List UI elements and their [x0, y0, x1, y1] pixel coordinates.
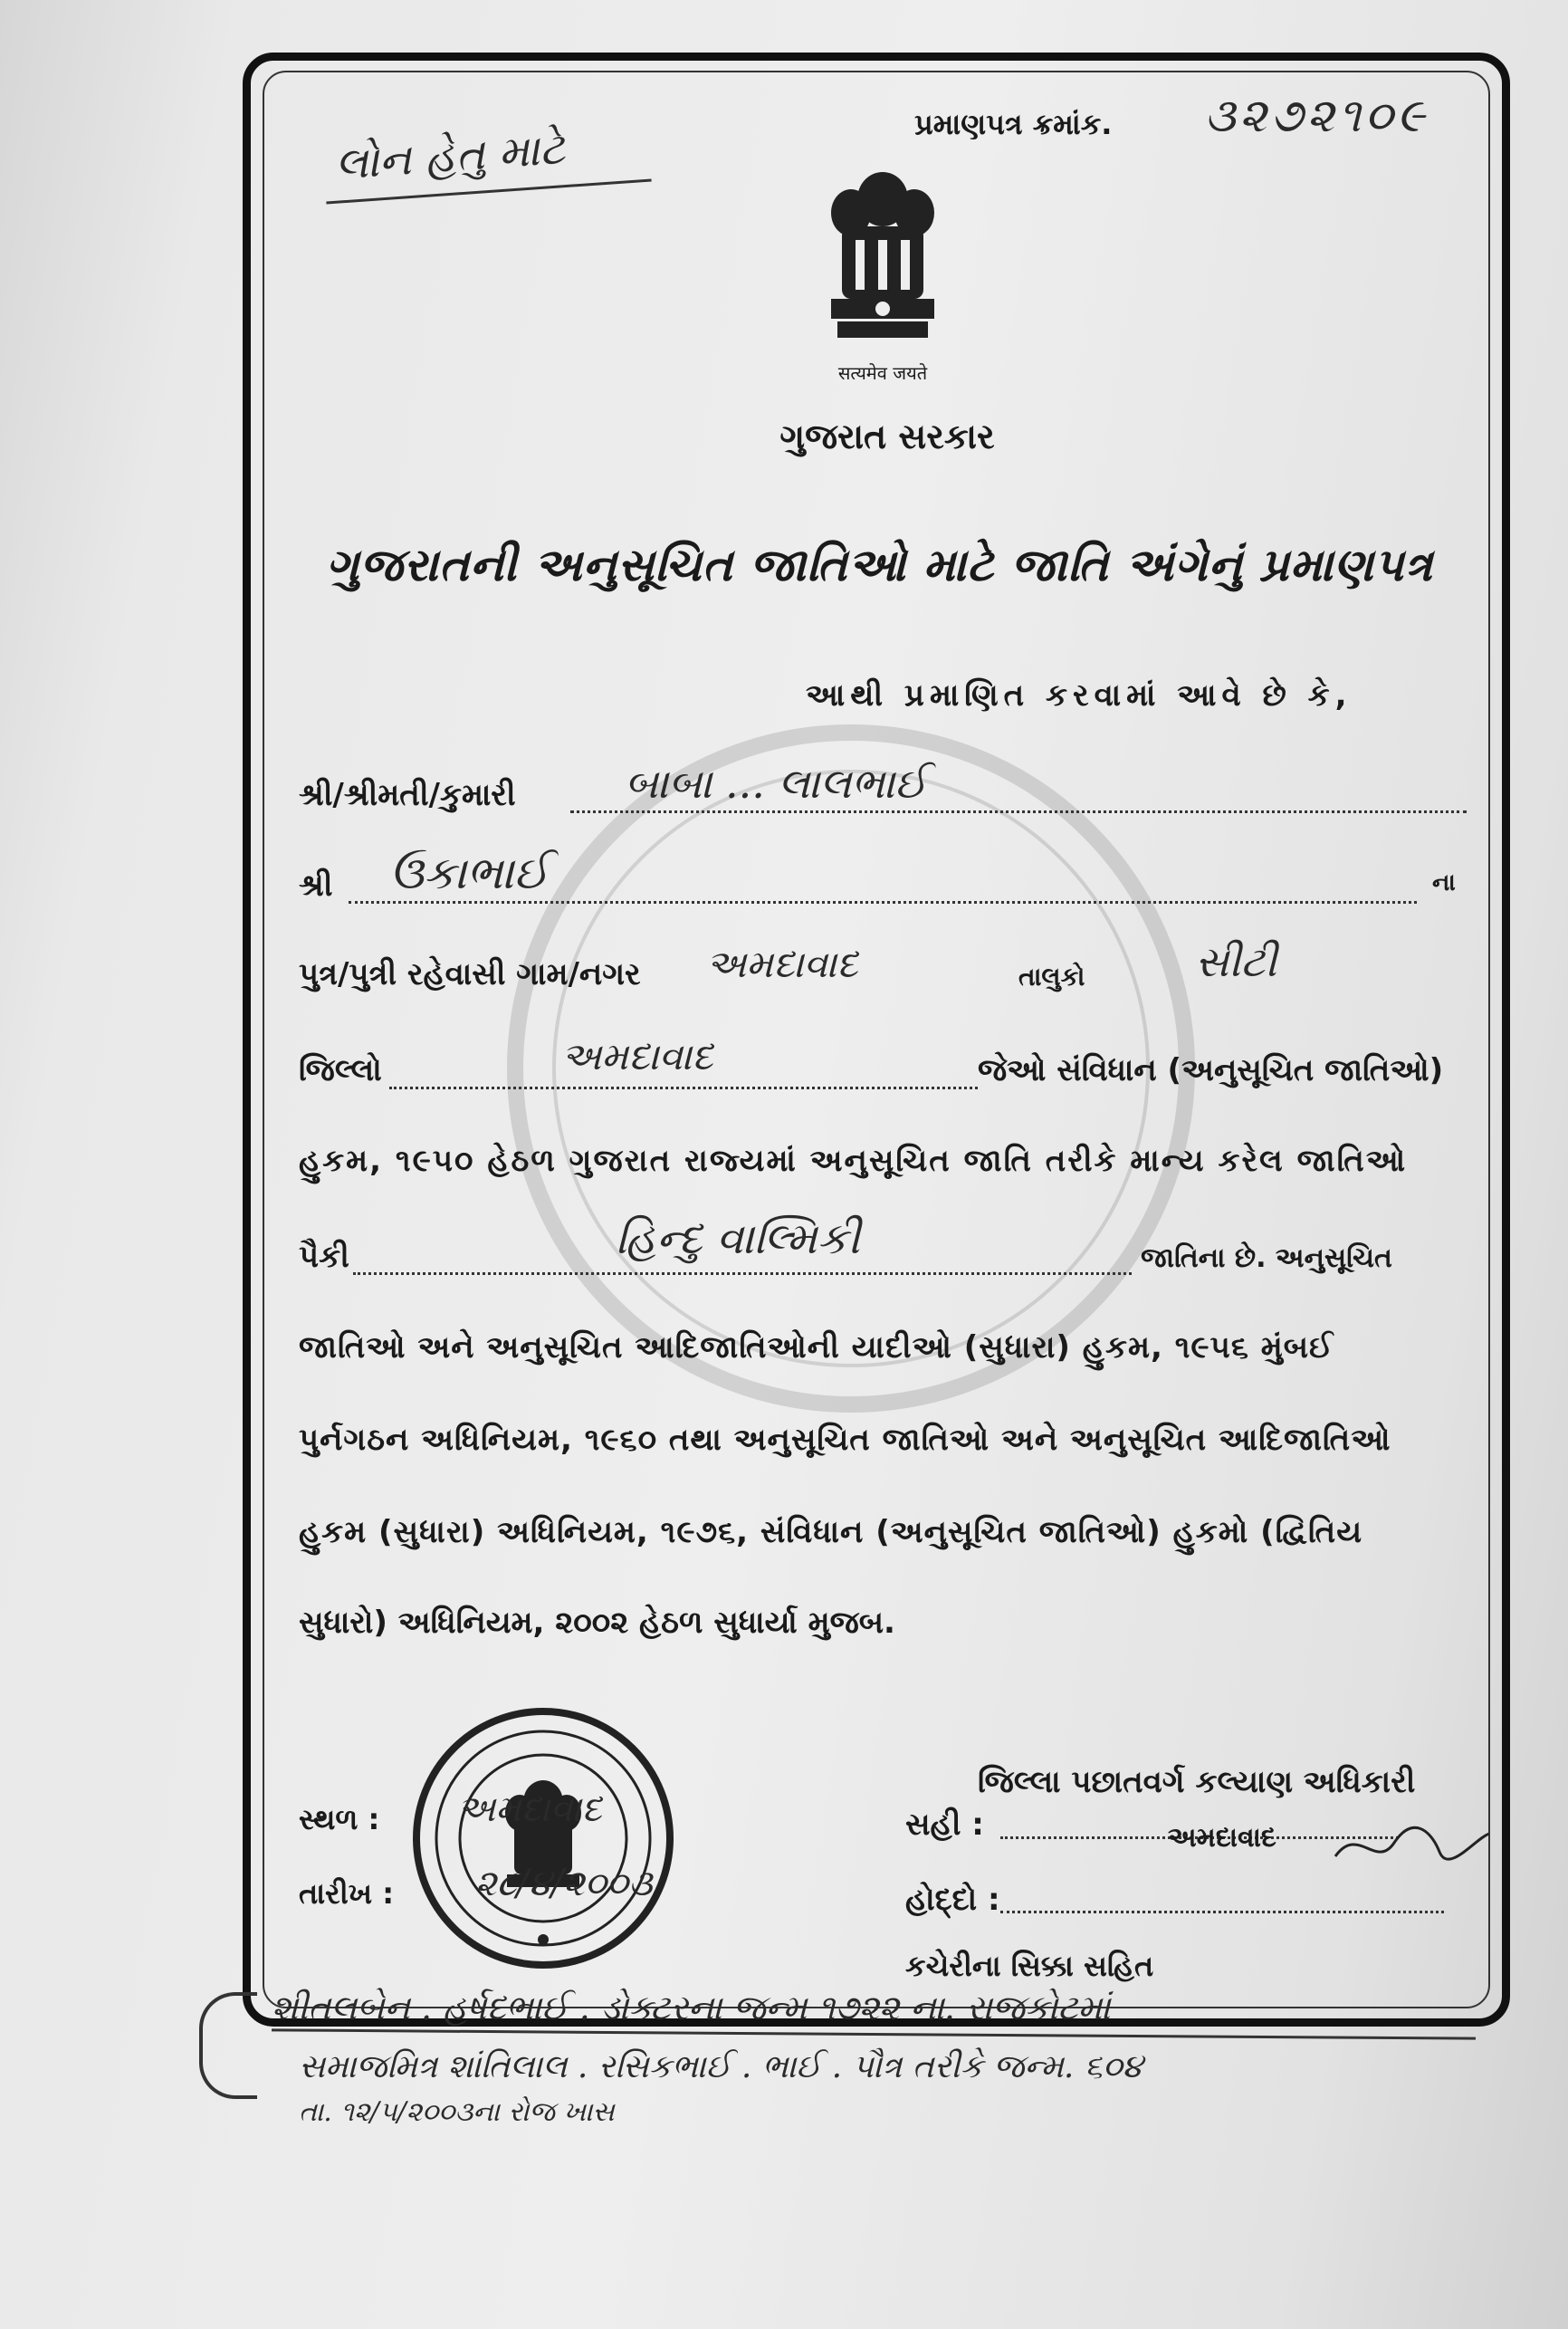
certificate-title: ગુજરાતની અનુસૂચિત જાતિઓ માટે જાતિ અંગેનું પ્રમાણપત્ર: [326, 539, 1434, 591]
national-emblem-icon: [815, 163, 951, 371]
office-seal-stamp: [407, 1702, 679, 1974]
body-paragraph-1: હુકમ, ૧૯૫૦ હેઠળ ગુજરાત રાજ્યમાં અનુસૂચિત જાતિ તરીકે માન્ય કરેલ જાતિઓ: [299, 1143, 1408, 1179]
place-label: સ્થળ :: [299, 1802, 380, 1836]
office-seal-note: કચેરીના સિક્કા સહિત: [905, 1949, 1154, 1983]
district-dotted-line: [389, 1087, 978, 1089]
father-suffix: ના: [1432, 869, 1456, 896]
intro-text: આથી પ્રમાણિત કરવામાં આવે છે કે,: [806, 677, 1353, 714]
signature-city-stamp: અમદાવાદ: [1168, 1822, 1276, 1854]
emblem-motto: सत्यमेव जयते: [837, 362, 928, 384]
body-paragraph-2: જાતિઓ અને અનુસૂચિત આદિજાતિઓની યાદીઓ (સુધારા) હુકમ, ૧૯૫૬ મુંબઈ: [299, 1329, 1334, 1366]
handwritten-bracket: [199, 1992, 257, 2099]
date-value: ૨૮/૪/૨૦૦૩: [475, 1863, 653, 1904]
body-paragraph-5: સુધારો) અધિનિયમ, ૨૦૦૨ હેઠળ સુધાર્યા મુજબ.: [299, 1605, 895, 1641]
name-value: બાબા ... લાલભાઈ: [625, 759, 927, 808]
body-paragraph-3: પુર્નગઠન અધિનિયમ, ૧૯૬૦ તથા અનુસૂચિત જાતિઓ અને અનુસૂચિત આદિજાતિઓ: [299, 1422, 1391, 1458]
body-paragraph-4: હુકમ (સુધારા) અધિનિયમ, ૧૯૭૬, સંવિધાન (અનુસૂચિત જાતિઓ) હુકમો (દ્વિતિય: [299, 1514, 1363, 1550]
certificate-number-value: ૩૨૭૨૧૦૯: [1204, 89, 1429, 143]
father-name-value: ઉકાભાઈ: [389, 847, 550, 899]
taluka-value: સીટી: [1195, 937, 1277, 986]
among-rest-text: જાતિના છે. અનુસૂચિત: [1141, 1242, 1392, 1274]
designation-dotted-line: [1000, 1911, 1444, 1913]
district-value: અમદાવાદ: [561, 1034, 713, 1078]
certificate-number-label: પ્રમાણપત્ર ક્રમાંક.: [914, 107, 1113, 141]
handwritten-note-top: લોન હેતુ માટે: [333, 123, 567, 190]
place-value: અમદાવાદ: [457, 1788, 602, 1830]
handwritten-note-1: શીતલબેન . હર્ષદભાઈ . ડોક્ટરના જન્મ ૧૭૨૨ ના. રાજકોટમાં: [272, 1988, 1111, 2027]
taluka-label: તાલુકો: [1018, 962, 1085, 992]
signature-label: સહી :: [905, 1807, 984, 1843]
signature-scribble: [1331, 1820, 1494, 1874]
father-dotted-line: [349, 901, 1417, 904]
district-label: જિલ્લો: [299, 1052, 382, 1088]
caste-dotted-line: [353, 1272, 1132, 1275]
designation-label: હોદ્દો :: [905, 1882, 1000, 1918]
father-label: શ્રી: [299, 867, 333, 904]
name-dotted-line: [570, 810, 1467, 813]
village-value: અમદાવાદ: [706, 942, 858, 986]
among-label: પૈકી: [299, 1239, 349, 1275]
village-label: પુત્ર/પુત્રી રહેવાસી ગામ/નગર: [299, 956, 641, 992]
officer-designation: જિલ્લા પછાતવર્ગ કલ્યાણ અધિકારી: [978, 1764, 1416, 1800]
handwritten-note-2: સમાજમિત્ર શાંતિલાલ . રસિકભાઈ . ભાઈ . પૌત્ર તરીકે જન્મ. ૬૦૪: [299, 2048, 1143, 2085]
government-name: ગુજરાત સરકાર: [779, 417, 995, 456]
name-label: શ્રી/શ્રીમતી/કુમારી: [299, 777, 516, 813]
handwritten-note-3: તા. ૧૨/૫/૨૦૦૩ના રોજ ખાસ: [299, 2096, 615, 2128]
district-rest-text: જેઓ સંવિધાન (અનુસૂચિત જાતિઓ): [978, 1052, 1444, 1088]
date-label: તારીખ :: [299, 1876, 394, 1911]
caste-value: હિન્દુ વાલ્મિકી: [616, 1213, 861, 1264]
